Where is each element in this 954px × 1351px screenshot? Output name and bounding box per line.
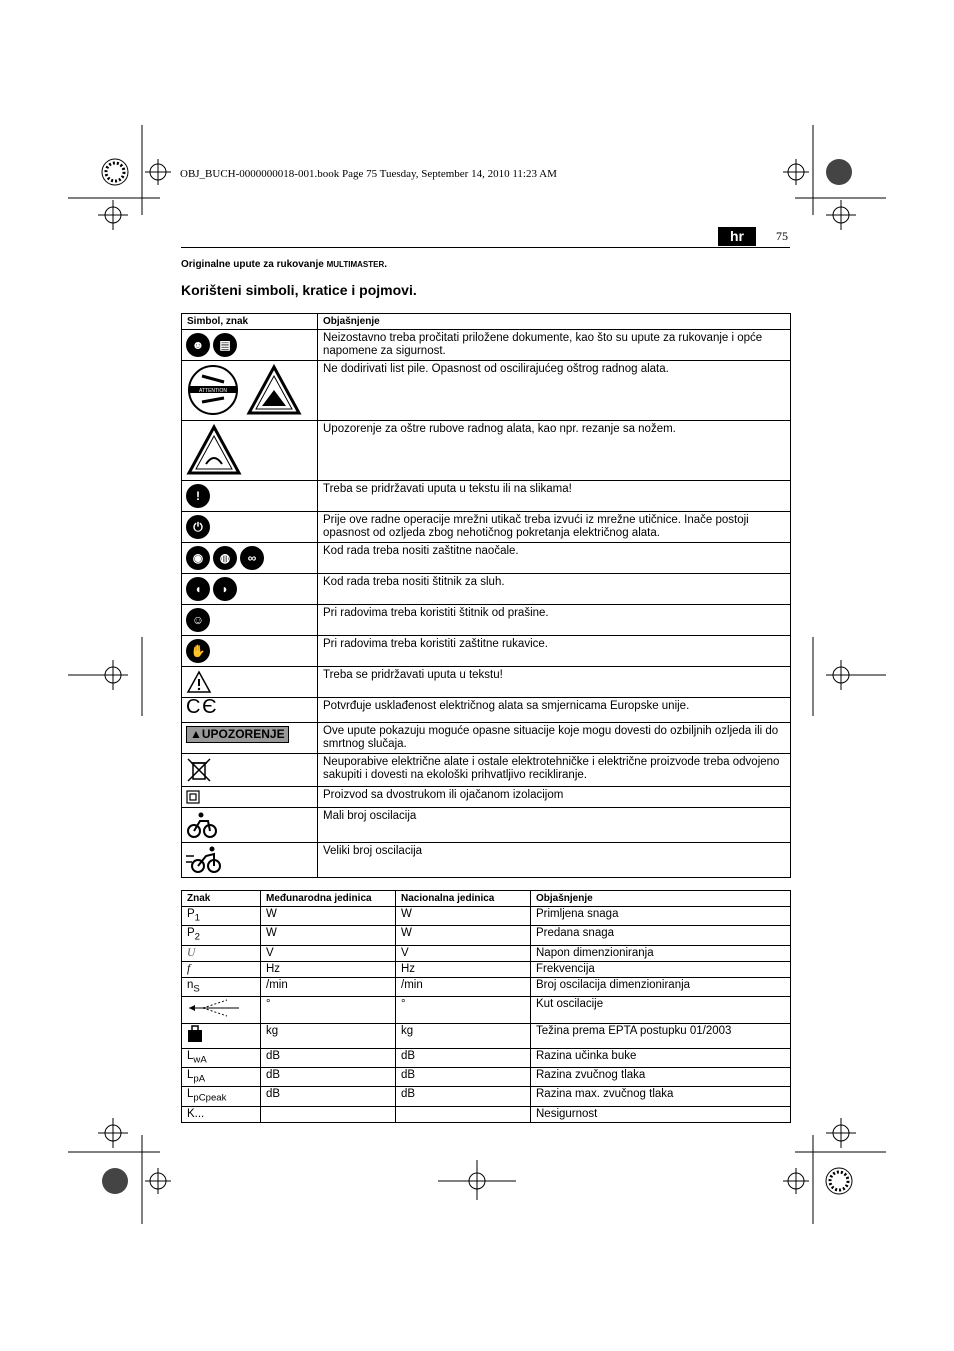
intl-unit-cell: ° bbox=[261, 996, 396, 1023]
safety-glasses-icon: ∞ bbox=[240, 546, 264, 570]
symbol-cell bbox=[182, 843, 318, 878]
table-row bbox=[182, 574, 791, 605]
sign-cell bbox=[182, 961, 261, 977]
subtitle-end: . bbox=[384, 259, 387, 270]
explanation-cell: Potvrđuje usklađenost električnog alata sa smjernicama Europske unije. bbox=[318, 698, 791, 723]
explanation-cell: Veliki broj oscilacija bbox=[318, 843, 791, 878]
warning-badge-label: UPOZORENJE bbox=[201, 727, 285, 741]
sign-cell bbox=[182, 1068, 261, 1087]
table-row bbox=[182, 723, 791, 754]
sign-subscript: pCpeak bbox=[193, 1092, 227, 1104]
intl-unit-cell: W bbox=[261, 907, 396, 926]
table-row bbox=[182, 512, 791, 543]
column-header: Znak bbox=[182, 891, 261, 907]
symbol-cell bbox=[182, 754, 318, 787]
symbol-cell bbox=[182, 808, 318, 843]
explanation-cell: Upozorenje za oštre rubove radnog alata, kao npr. rezanje sa nožem. bbox=[318, 421, 791, 481]
symbol-cell bbox=[182, 698, 318, 723]
explanation-cell: Primljena snaga bbox=[531, 907, 791, 926]
explanation-cell: Predana snaga bbox=[531, 926, 791, 945]
manual-subtitle bbox=[181, 259, 387, 270]
symbol-cell bbox=[182, 481, 318, 512]
table-row bbox=[182, 961, 791, 977]
sign-text: L bbox=[187, 1049, 194, 1062]
intl-unit-cell: kg bbox=[261, 1023, 396, 1048]
table-row bbox=[182, 361, 791, 421]
sign-text: P bbox=[187, 908, 195, 920]
explanation-cell: Razina zvučnog tlaka bbox=[531, 1068, 791, 1087]
table-row bbox=[182, 1106, 791, 1122]
explanation-cell: Razina max. zvučnog tlaka bbox=[531, 1087, 791, 1106]
sign-cell bbox=[182, 907, 261, 926]
national-unit-cell: dB bbox=[396, 1087, 531, 1106]
table-header-row bbox=[182, 314, 791, 330]
oscillation-angle-icon bbox=[187, 998, 241, 1018]
national-unit-cell: W bbox=[396, 907, 531, 926]
explanation-cell: Mali broj oscilacija bbox=[318, 808, 791, 843]
warning-triangle-icon bbox=[186, 670, 212, 694]
intl-unit-cell: Hz bbox=[261, 961, 396, 977]
intl-unit-cell bbox=[261, 1106, 396, 1122]
table-row bbox=[182, 945, 791, 961]
explanation-cell: Kod rada treba nositi štitnik za sluh. bbox=[318, 574, 791, 605]
explanation-cell: Kut oscilacije bbox=[531, 996, 791, 1023]
page-number: 75 bbox=[776, 229, 788, 243]
hazard-triangle-icon bbox=[246, 364, 302, 416]
explanation-cell: Pri radovima treba koristiti zaštitne rukavice. bbox=[318, 636, 791, 667]
explanation-cell: Broj oscilacija dimenzioniranja bbox=[531, 977, 791, 996]
symbol-cell bbox=[182, 787, 318, 808]
sign-subscript: 1 bbox=[194, 912, 200, 924]
explanation-cell: Kod rada treba nositi zaštitne naočale. bbox=[318, 543, 791, 574]
sign-cell bbox=[182, 1087, 261, 1106]
sign-text: L bbox=[187, 1069, 194, 1082]
table-row bbox=[182, 421, 791, 481]
national-unit-cell: dB bbox=[396, 1048, 531, 1067]
symbol-cell bbox=[182, 667, 318, 698]
table-row bbox=[182, 1048, 791, 1067]
national-unit-cell: ° bbox=[396, 996, 531, 1023]
brand-name: MULTIMASTER bbox=[326, 260, 385, 269]
manual-book-icon: ▤ bbox=[213, 333, 237, 357]
symbol-cell bbox=[182, 512, 318, 543]
explanation-cell: Neizostavno treba pročitati priložene dokumente, kao što su upute za rukovanje i opće napomene za sigurnost. bbox=[318, 330, 791, 361]
column-header: Nacionalna jedinica bbox=[396, 891, 531, 907]
national-unit-cell bbox=[396, 1106, 531, 1122]
table-row bbox=[182, 1087, 791, 1106]
crossed-bin-icon bbox=[186, 757, 212, 783]
table-row bbox=[182, 481, 791, 512]
table-row bbox=[182, 667, 791, 698]
sign-cell: K... bbox=[182, 1106, 261, 1122]
symbol-cell bbox=[182, 361, 318, 421]
sign-subscript: pA bbox=[193, 1073, 206, 1085]
sign-subscript: wA bbox=[193, 1054, 207, 1066]
header-rule bbox=[181, 247, 790, 248]
intl-unit-cell: dB bbox=[261, 1068, 396, 1087]
face-shield-icon: ◉ bbox=[186, 546, 210, 570]
explanation-cell: Razina učinka buke bbox=[531, 1048, 791, 1067]
explanation-cell: Ove upute pokazuju moguće opasne situacije koje mogu dovesti do ozbiljnih ozljeda ili do smrtnog slučaja. bbox=[318, 723, 791, 754]
read-manual-icon: ☻ bbox=[186, 333, 210, 357]
dust-mask-icon: ☺ bbox=[186, 608, 210, 632]
national-unit-cell: V bbox=[396, 945, 531, 961]
do-not-touch-blade-icon bbox=[186, 364, 240, 416]
explanation-cell: Neuporabive električne alate i ostale elektrotehničke i električne proizvode treba odvojeno sakupiti i dovesti na ekološki prihvatljivo recikliranje. bbox=[318, 754, 791, 787]
slow-bicycle-icon bbox=[186, 811, 218, 839]
intl-unit-cell: V bbox=[261, 945, 396, 961]
subtitle-text: Originalne upute za rukovanje bbox=[181, 259, 327, 270]
fast-bicycle-icon bbox=[186, 846, 222, 874]
sign-text: n bbox=[187, 978, 194, 991]
column-header: Simbol, znak bbox=[182, 314, 318, 330]
sharp-edge-warning-icon bbox=[186, 424, 242, 476]
explanation-cell: Pri radovima treba koristiti štitnik od prašine. bbox=[318, 605, 791, 636]
sign-cell bbox=[182, 1048, 261, 1067]
units-table bbox=[181, 890, 791, 1123]
table-row bbox=[182, 996, 791, 1023]
table-row bbox=[182, 907, 791, 926]
sign-cell bbox=[182, 996, 261, 1023]
ear-protection-icon: ◖ bbox=[186, 577, 210, 601]
table-row bbox=[182, 808, 791, 843]
table-row bbox=[182, 843, 791, 878]
explanation-cell: Napon dimenzioniranja bbox=[531, 945, 791, 961]
sign-text: L bbox=[187, 1088, 194, 1101]
national-unit-cell: W bbox=[396, 926, 531, 945]
symbol-cell bbox=[182, 330, 318, 361]
table-row bbox=[182, 636, 791, 667]
explanation-cell: Nesigurnost bbox=[531, 1106, 791, 1122]
explanation-cell: Ne dodirivati list pile. Opasnost od oscilirajućeg oštrog radnog alata. bbox=[318, 361, 791, 421]
table-header-row bbox=[182, 891, 791, 907]
national-unit-cell: dB bbox=[396, 1068, 531, 1087]
national-unit-cell: kg bbox=[396, 1023, 531, 1048]
symbol-cell bbox=[182, 421, 318, 481]
national-unit-cell: /min bbox=[396, 977, 531, 996]
warning-badge bbox=[186, 726, 289, 743]
table-row bbox=[182, 787, 791, 808]
helmet-goggles-icon: ◍ bbox=[213, 546, 237, 570]
explanation-cell: Treba se pridržavati uputa u tekstu ili na slikama! bbox=[318, 481, 791, 512]
table-row bbox=[182, 698, 791, 723]
language-badge: hr bbox=[718, 227, 756, 246]
explanation-cell: Prije ove radne operacije mrežni utikač treba izvući iz mrežne utičnice. Inače postoji opasnost od ozljeda zbog nehotičnog pokretanja električnog alata. bbox=[318, 512, 791, 543]
section-title: Korišteni simboli, kratice i pojmovi. bbox=[181, 282, 417, 298]
warning-triangle-icon: ▲ bbox=[190, 727, 202, 741]
symbol-cell bbox=[182, 723, 318, 754]
symbol-cell bbox=[182, 636, 318, 667]
svg-text:ATTENTION: ATTENTION bbox=[199, 388, 227, 394]
table-row bbox=[182, 1023, 791, 1048]
intl-unit-cell: W bbox=[261, 926, 396, 945]
table-row bbox=[182, 754, 791, 787]
table-row bbox=[182, 977, 791, 996]
sign-text: f bbox=[187, 962, 191, 975]
weight-icon bbox=[187, 1025, 203, 1043]
explanation-cell: Treba se pridržavati uputa u tekstu! bbox=[318, 667, 791, 698]
explanation-cell: Frekvencija bbox=[531, 961, 791, 977]
exclamation-icon: ! bbox=[186, 484, 210, 508]
sign-cell bbox=[182, 926, 261, 945]
symbol-cell bbox=[182, 543, 318, 574]
national-unit-cell: Hz bbox=[396, 961, 531, 977]
table-row bbox=[182, 605, 791, 636]
unplug-icon: ⏻ bbox=[186, 515, 210, 539]
sign-cell bbox=[182, 977, 261, 996]
table-row bbox=[182, 543, 791, 574]
symbol-cell bbox=[182, 574, 318, 605]
intl-unit-cell: /min bbox=[261, 977, 396, 996]
table-row bbox=[182, 926, 791, 945]
explanation-cell: Proizvod sa dvostrukom ili ojačanom izolacijom bbox=[318, 787, 791, 808]
sign-text: U bbox=[187, 946, 196, 959]
table-row bbox=[182, 330, 791, 361]
ce-mark-icon: C Є bbox=[186, 696, 217, 718]
symbols-table bbox=[181, 313, 791, 878]
explanation-cell: Težina prema EPTA postupku 01/2003 bbox=[531, 1023, 791, 1048]
column-header: Objašnjenje bbox=[531, 891, 791, 907]
sign-subscript: 2 bbox=[194, 931, 200, 943]
intl-unit-cell: dB bbox=[261, 1087, 396, 1106]
earmuff-icon: ◗ bbox=[213, 577, 237, 601]
sign-cell bbox=[182, 945, 261, 961]
sign-text: P bbox=[187, 927, 195, 940]
table-row bbox=[182, 1068, 791, 1087]
book-slug: OBJ_BUCH-0000000018-001.book Page 75 Tuesday, September 14, 2010 11:23 AM bbox=[180, 168, 557, 180]
double-insulation-icon bbox=[186, 790, 200, 804]
sign-cell bbox=[182, 1023, 261, 1048]
column-header: Objašnjenje bbox=[318, 314, 791, 330]
symbol-cell bbox=[182, 605, 318, 636]
sign-subscript: S bbox=[193, 982, 200, 994]
intl-unit-cell: dB bbox=[261, 1048, 396, 1067]
gloves-icon: ✋ bbox=[186, 639, 210, 663]
column-header: Međunarodna jedinica bbox=[261, 891, 396, 907]
